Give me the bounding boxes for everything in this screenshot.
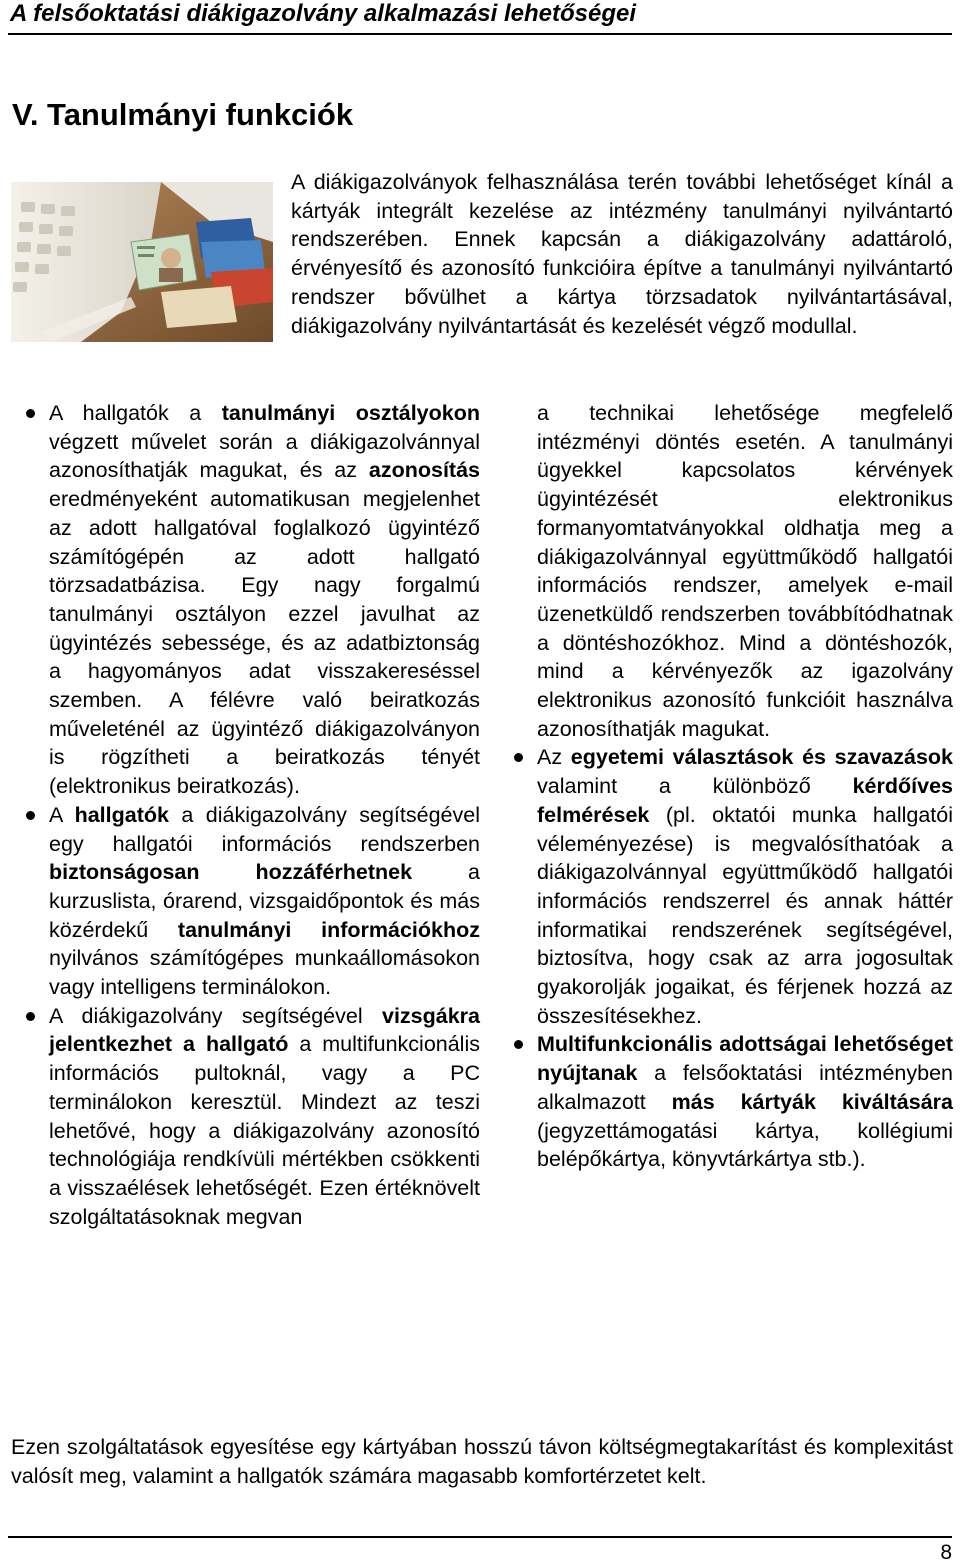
list-item-multifunction xyxy=(537,1030,953,1174)
item-text: A xyxy=(49,802,75,827)
item-bold-text: azonosítás xyxy=(368,458,480,483)
footer-divider xyxy=(8,1536,952,1538)
item-bold-text: más kártyák kiváltására xyxy=(671,1089,953,1114)
item-text: Az xyxy=(537,745,571,770)
bullet-dot-icon xyxy=(26,811,35,820)
list-item-exam-registration xyxy=(49,1002,480,1232)
item-text: (jegyzettámogatási kártya, kollégiumi belépőkártya, könyvtárkártya stb.). xyxy=(537,1118,953,1172)
item-bold-text: kérdőíves felmérések xyxy=(537,774,953,827)
header-divider xyxy=(8,33,952,35)
item-bold-text: tanulmányi osztályokon xyxy=(221,401,480,425)
list-item-continuation xyxy=(537,399,953,743)
bullet-dot-icon xyxy=(26,1012,35,1021)
item-bold-text: Multifunkcionális adottságai lehetőséget nyújtanak xyxy=(537,1032,953,1086)
item-text: a multifunkcionális információs pultoknál, vagy a PC terminálokon keresztül. Mindezt az teszi lehetővé, hogy a diákigazolvány azonosító technológiája rendkívüli mértékben csökkenti a visszaélések lehetőségét. Ezen értéknövelt szolgáltatásoknak megvan xyxy=(49,1032,480,1229)
left-column-list xyxy=(49,399,480,1231)
item-bold-text: biztonságosan hozzáférhetnek xyxy=(49,860,413,885)
item-text: a felsőoktatási intézményben alkalmazott xyxy=(537,1061,953,1114)
item-text: (pl. oktatói munka hallgatói véleményezése) is megvalósíthatóak a diákigazolvánnyal együttműködő hallgatói információs rendszerrel és annak háttér informatikai rendszerének segítségével, biztosítva, hogy csak az arra jogosultak gyakorolják jogaikat, és férjenek hozzá az összesítésekhez. xyxy=(537,802,953,1028)
item-text: a kurzuslista, órarend, vizsgaidőpontok és más közérdekű xyxy=(49,860,480,942)
running-header-title: A felsőoktatási diákigazolvány alkalmazási lehetőségei xyxy=(10,0,637,27)
section-title: V. Tanulmányi funkciók xyxy=(12,97,354,132)
summary-paragraph: Ezen szolgáltatások egyesítése egy kártyában hosszú távon költségmegtakarítást és komplexitást valósít meg, valamint a hallgatók számára magasabb komfortérzetet kelt. xyxy=(11,1435,953,1488)
bullet-dot-icon xyxy=(26,409,35,418)
item-text: a diákigazolvány segítségével egy hallgatói információs rendszerben xyxy=(49,802,480,856)
intro-paragraph: A diákigazolványok felhasználása terén további lehetőséget kínál a kártyák integrált kezelése az intézmény tanulmányi nyilvántartó rendszerében. Ennek kapcsán a diákigazolvány adattároló, érvényesítő és azonosító funkcióira építve a tanulmányi nyilvántartó rendszer bővülhet a kártya törzsadatok nyilvántartásával, diákigazolvány nyilvántartását és kezelését végző modullal. xyxy=(291,170,953,338)
item-bold-text: tanulmányi információkhoz xyxy=(177,917,480,942)
item-bold-text: vizsgákra jelentkezhet a hallgató xyxy=(49,1003,480,1057)
item-text: valamint a különböző xyxy=(537,774,853,799)
page-number: 8 xyxy=(940,1541,952,1564)
list-item-elections-surveys xyxy=(537,743,953,1030)
item-text: A hallgatók a xyxy=(49,401,222,425)
item-bold-text: egyetemi választások és szavazások xyxy=(570,745,953,770)
right-column-list xyxy=(537,399,953,1174)
item-text: nyilvános számítógépes munkaállomásokon vagy intelligens terminálokon. xyxy=(49,946,480,1000)
item-bold-text: hallgatók xyxy=(74,802,169,827)
item-text: eredményeként automatikusan megjelenhet az adott hallgatóval foglalkozó ügyintéző számítógépén az adott hallgató törzsadatbázisa. Egy nagy forgalmú tanulmányi osztályon ezzel javulhat az ügyintézés sebessége, és az adatbiztonság a hagyományos adat visszakereséssel szemben. A félévre való beiratkozás műveleténél az ügyintéző diákigazolványon is rögzítheti a beiratkozás tényét (elektronikus beiratkozás). xyxy=(49,487,480,799)
list-item-information-access xyxy=(49,801,480,1002)
bullet-dot-icon xyxy=(514,753,523,762)
item-text: végzett művelet során a diákigazolvánnyal azonosíthatják magukat, és az xyxy=(49,429,480,483)
bullet-dot-icon xyxy=(514,1040,523,1049)
student-card-photo xyxy=(11,182,273,342)
list-item-academic-office xyxy=(49,399,480,801)
item-text: A diákigazolvány segítségével xyxy=(49,1003,382,1028)
continued-text: a technikai lehetősége megfelelő intézményi döntés esetén. A tanulmányi ügyekkel kapcsolatos kérvények ügyintézését elektronikus formanyomtatványokkal oldhatja meg a diákigazolvánnyal együttműködő hallgatói információs rendszer, amelyek e-mail üzenetküldő rendszerben továbbítódhatnak a döntéshozókhoz. Mind a döntéshozók, mind a kérvényezők az igazolvány elektronikus azonosító funkcióit használva azonosíthatják magukat. xyxy=(537,401,953,741)
